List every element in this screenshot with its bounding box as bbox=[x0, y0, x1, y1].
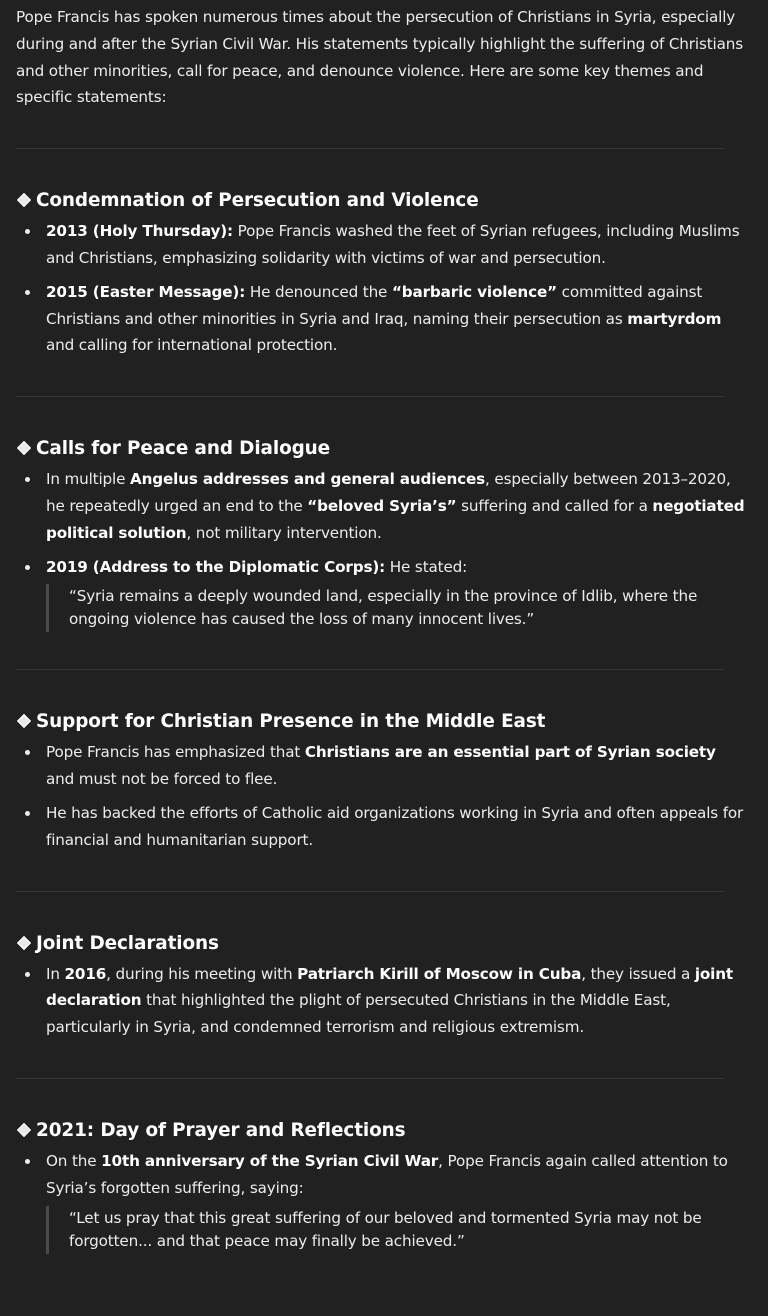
item-text: He denounced the bbox=[245, 282, 392, 301]
item-text: Pope Francis has emphasized that bbox=[46, 743, 305, 762]
bold-text: martyrdom bbox=[627, 309, 722, 328]
list-item bbox=[16, 800, 748, 854]
item-text: On the bbox=[46, 1151, 102, 1170]
bold-text: “beloved Syria’s” bbox=[307, 496, 457, 515]
diamond-icon bbox=[17, 441, 31, 455]
bullet-list bbox=[16, 961, 748, 1041]
bold-text: Angelus addresses and general audiences bbox=[129, 470, 486, 489]
bold-text: Christians are an essential part of Syrian society bbox=[304, 743, 716, 762]
item-text: , not military intervention. bbox=[186, 523, 382, 542]
item-text: In bbox=[46, 964, 65, 983]
diamond-icon bbox=[17, 714, 31, 728]
item-text: suffering and called for a bbox=[456, 496, 653, 515]
bold-text: Patriarch Kirill of Moscow in Cuba bbox=[297, 964, 582, 983]
bullet-list bbox=[16, 739, 748, 853]
section-heading-presence bbox=[16, 707, 748, 737]
section-heading-2021 bbox=[16, 1116, 748, 1146]
section-heading-text: Joint Declarations bbox=[36, 932, 219, 954]
bold-text: 2013 (Holy Thursday): bbox=[46, 222, 233, 241]
section-heading-condemnation bbox=[16, 186, 748, 216]
bullet-list bbox=[16, 1148, 748, 1254]
diamond-icon bbox=[17, 193, 31, 207]
item-text: In multiple bbox=[46, 470, 130, 489]
item-text: committed against Christians and other minorities in Syria and Iraq, naming their persecution as bbox=[46, 282, 703, 328]
bullet-list bbox=[16, 466, 748, 632]
item-text: Pope Francis washed the feet of Syrian refugees, including Muslims and Christians, emphasizing solidarity with victims of war and persecution. bbox=[46, 222, 740, 267]
item-text: , they issued a bbox=[581, 964, 695, 983]
bullet-list bbox=[16, 218, 748, 359]
item-text: and calling for international protection. bbox=[46, 336, 338, 355]
list-item bbox=[16, 466, 748, 546]
intro-paragraph: Pope Francis has spoken numerous times about the persecution of Christians in Syria, especially during and after the Syrian Civil War. His statements typically highlight the suffering of Christians and other minorities, call for peace, and denounce violence. Here are some key themes and specific statements: bbox=[16, 8, 743, 107]
item-text: , during his meeting with bbox=[106, 964, 298, 983]
blockquote: “Syria remains a deeply wounded land, especially in the province of Idlib, where the ongoing violence has caused the loss of many innocent lives.” bbox=[46, 584, 748, 632]
item-text: , Pope Francis again called attention to Syria’s forgotten suffering, saying: bbox=[46, 1151, 728, 1197]
section-divider bbox=[16, 396, 724, 397]
item-text: and must not be forced to flee. bbox=[46, 770, 278, 789]
section-divider bbox=[16, 148, 724, 149]
item-text: , especially between 2013–2020, he repeatedly urged an end to the bbox=[46, 470, 731, 515]
list-item bbox=[16, 218, 748, 272]
section-heading-text: Support for Christian Presence in the Middle East bbox=[36, 711, 546, 733]
bold-text: “barbaric violence” bbox=[391, 282, 557, 301]
diamond-icon bbox=[17, 935, 31, 949]
item-text: He stated: bbox=[385, 557, 468, 576]
list-item bbox=[16, 739, 748, 793]
list-item bbox=[16, 279, 748, 359]
section-heading-joint bbox=[16, 929, 748, 959]
item-text: that highlighted the plight of persecuted Christians in the Middle East, particularly in Syria, and condemned terrorism and religious extremism. bbox=[46, 991, 671, 1037]
diamond-icon bbox=[17, 1123, 31, 1137]
list-item bbox=[16, 554, 748, 633]
bold-text: joint declaration bbox=[46, 964, 734, 1010]
bold-text: negotiated political solution bbox=[46, 496, 745, 542]
section-heading-peace bbox=[16, 434, 748, 464]
section-heading-text: 2021: Day of Prayer and Reflections bbox=[36, 1119, 406, 1141]
section-divider bbox=[16, 669, 724, 670]
list-item bbox=[16, 1148, 748, 1254]
section-divider bbox=[16, 1078, 724, 1079]
bold-text: 2016 bbox=[64, 964, 107, 983]
bold-text: 2015 (Easter Message): bbox=[46, 282, 246, 301]
bold-text: 2019 (Address to the Diplomatic Corps): bbox=[46, 557, 386, 576]
item-text: He has backed the efforts of Catholic aid organizations working in Syria and often appeals for financial and humanitarian support. bbox=[46, 803, 744, 849]
section-heading-text: Calls for Peace and Dialogue bbox=[36, 438, 331, 460]
bold-text: 10th anniversary of the Syrian Civil War bbox=[101, 1151, 439, 1170]
section-heading-text: Condemnation of Persecution and Violence bbox=[36, 190, 479, 212]
list-item bbox=[16, 961, 748, 1041]
section-divider bbox=[16, 891, 724, 892]
blockquote: “Let us pray that this great suffering of our beloved and tormented Syria may not be forgotten... and that peace may finally be achieved.” bbox=[46, 1206, 748, 1254]
